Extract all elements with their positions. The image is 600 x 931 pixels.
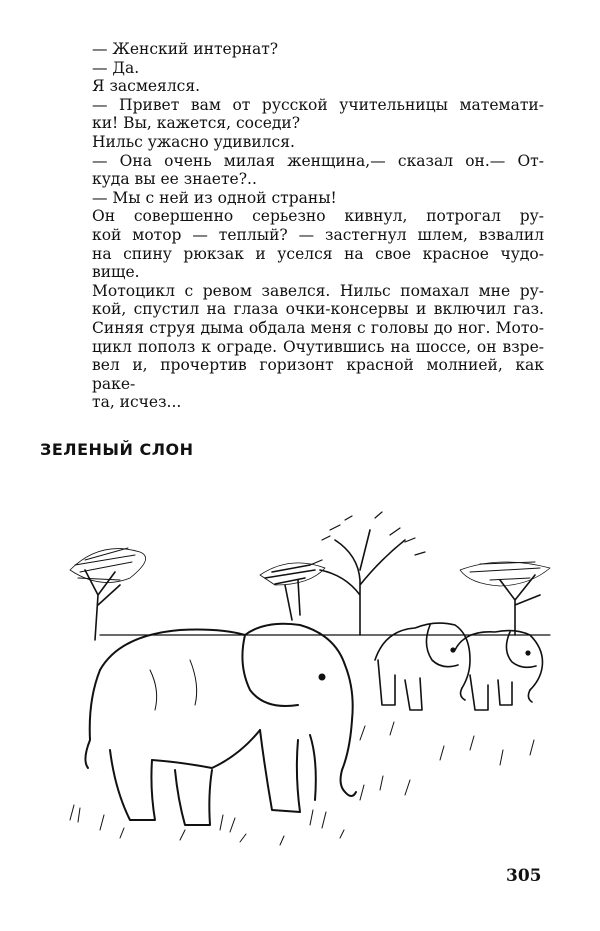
elephant-main [85,624,356,825]
text-line: — Мы с ней из одной страны! [92,188,337,207]
grass [70,722,534,845]
text-line: — Привет вам от русской учительницы математи- [92,95,544,114]
text-line: куда вы ее знаете?.. [92,170,257,189]
tree-center [260,512,425,635]
text-line: — Да. [92,58,140,77]
text-line: Я засмеялся. [92,77,201,96]
tree-right [460,562,550,635]
text-line: Мотоцикл с ревом завелся. Нильс помахал мне ру- [92,281,544,300]
elephants-illustration [60,500,560,850]
page-number: 305 [506,866,542,886]
text-line: — Женский интернат? [92,40,279,58]
body-text [92,40,544,412]
text-line: цикл пополз к ограде. Очутившись на шоссе, он взре- [92,337,544,356]
text-line: кой, спустил на глаза очки-консервы и включил газ. [92,300,544,319]
text-line: вел и, прочертив горизонт красной молнией, как раке- [92,356,544,393]
text-line: Нильс ужасно удивился. [92,132,295,151]
elephant-back-1 [375,623,470,710]
text-line: Синяя струя дыма обдала меня с головы до ног. Мото- [92,318,544,337]
text-line: ки! Вы, кажется, соседи? [92,114,301,133]
text-line: Он совершенно серьезно кивнул, потрогал ру- [92,207,544,226]
text-line: та, исчез... [92,393,182,412]
text-line: кой мотор — теплый? — застегнул шлем, взвалил [92,225,544,244]
text-line: вище. [92,263,140,282]
text-line: на спину рюкзак и уселся на свое красное чудо- [92,244,544,263]
tree-left [70,548,146,640]
text-line: — Она очень милая женщина,— сказал он.— От- [92,151,544,170]
section-title: ЗЕЛЕНЫЙ СЛОН [40,440,194,459]
